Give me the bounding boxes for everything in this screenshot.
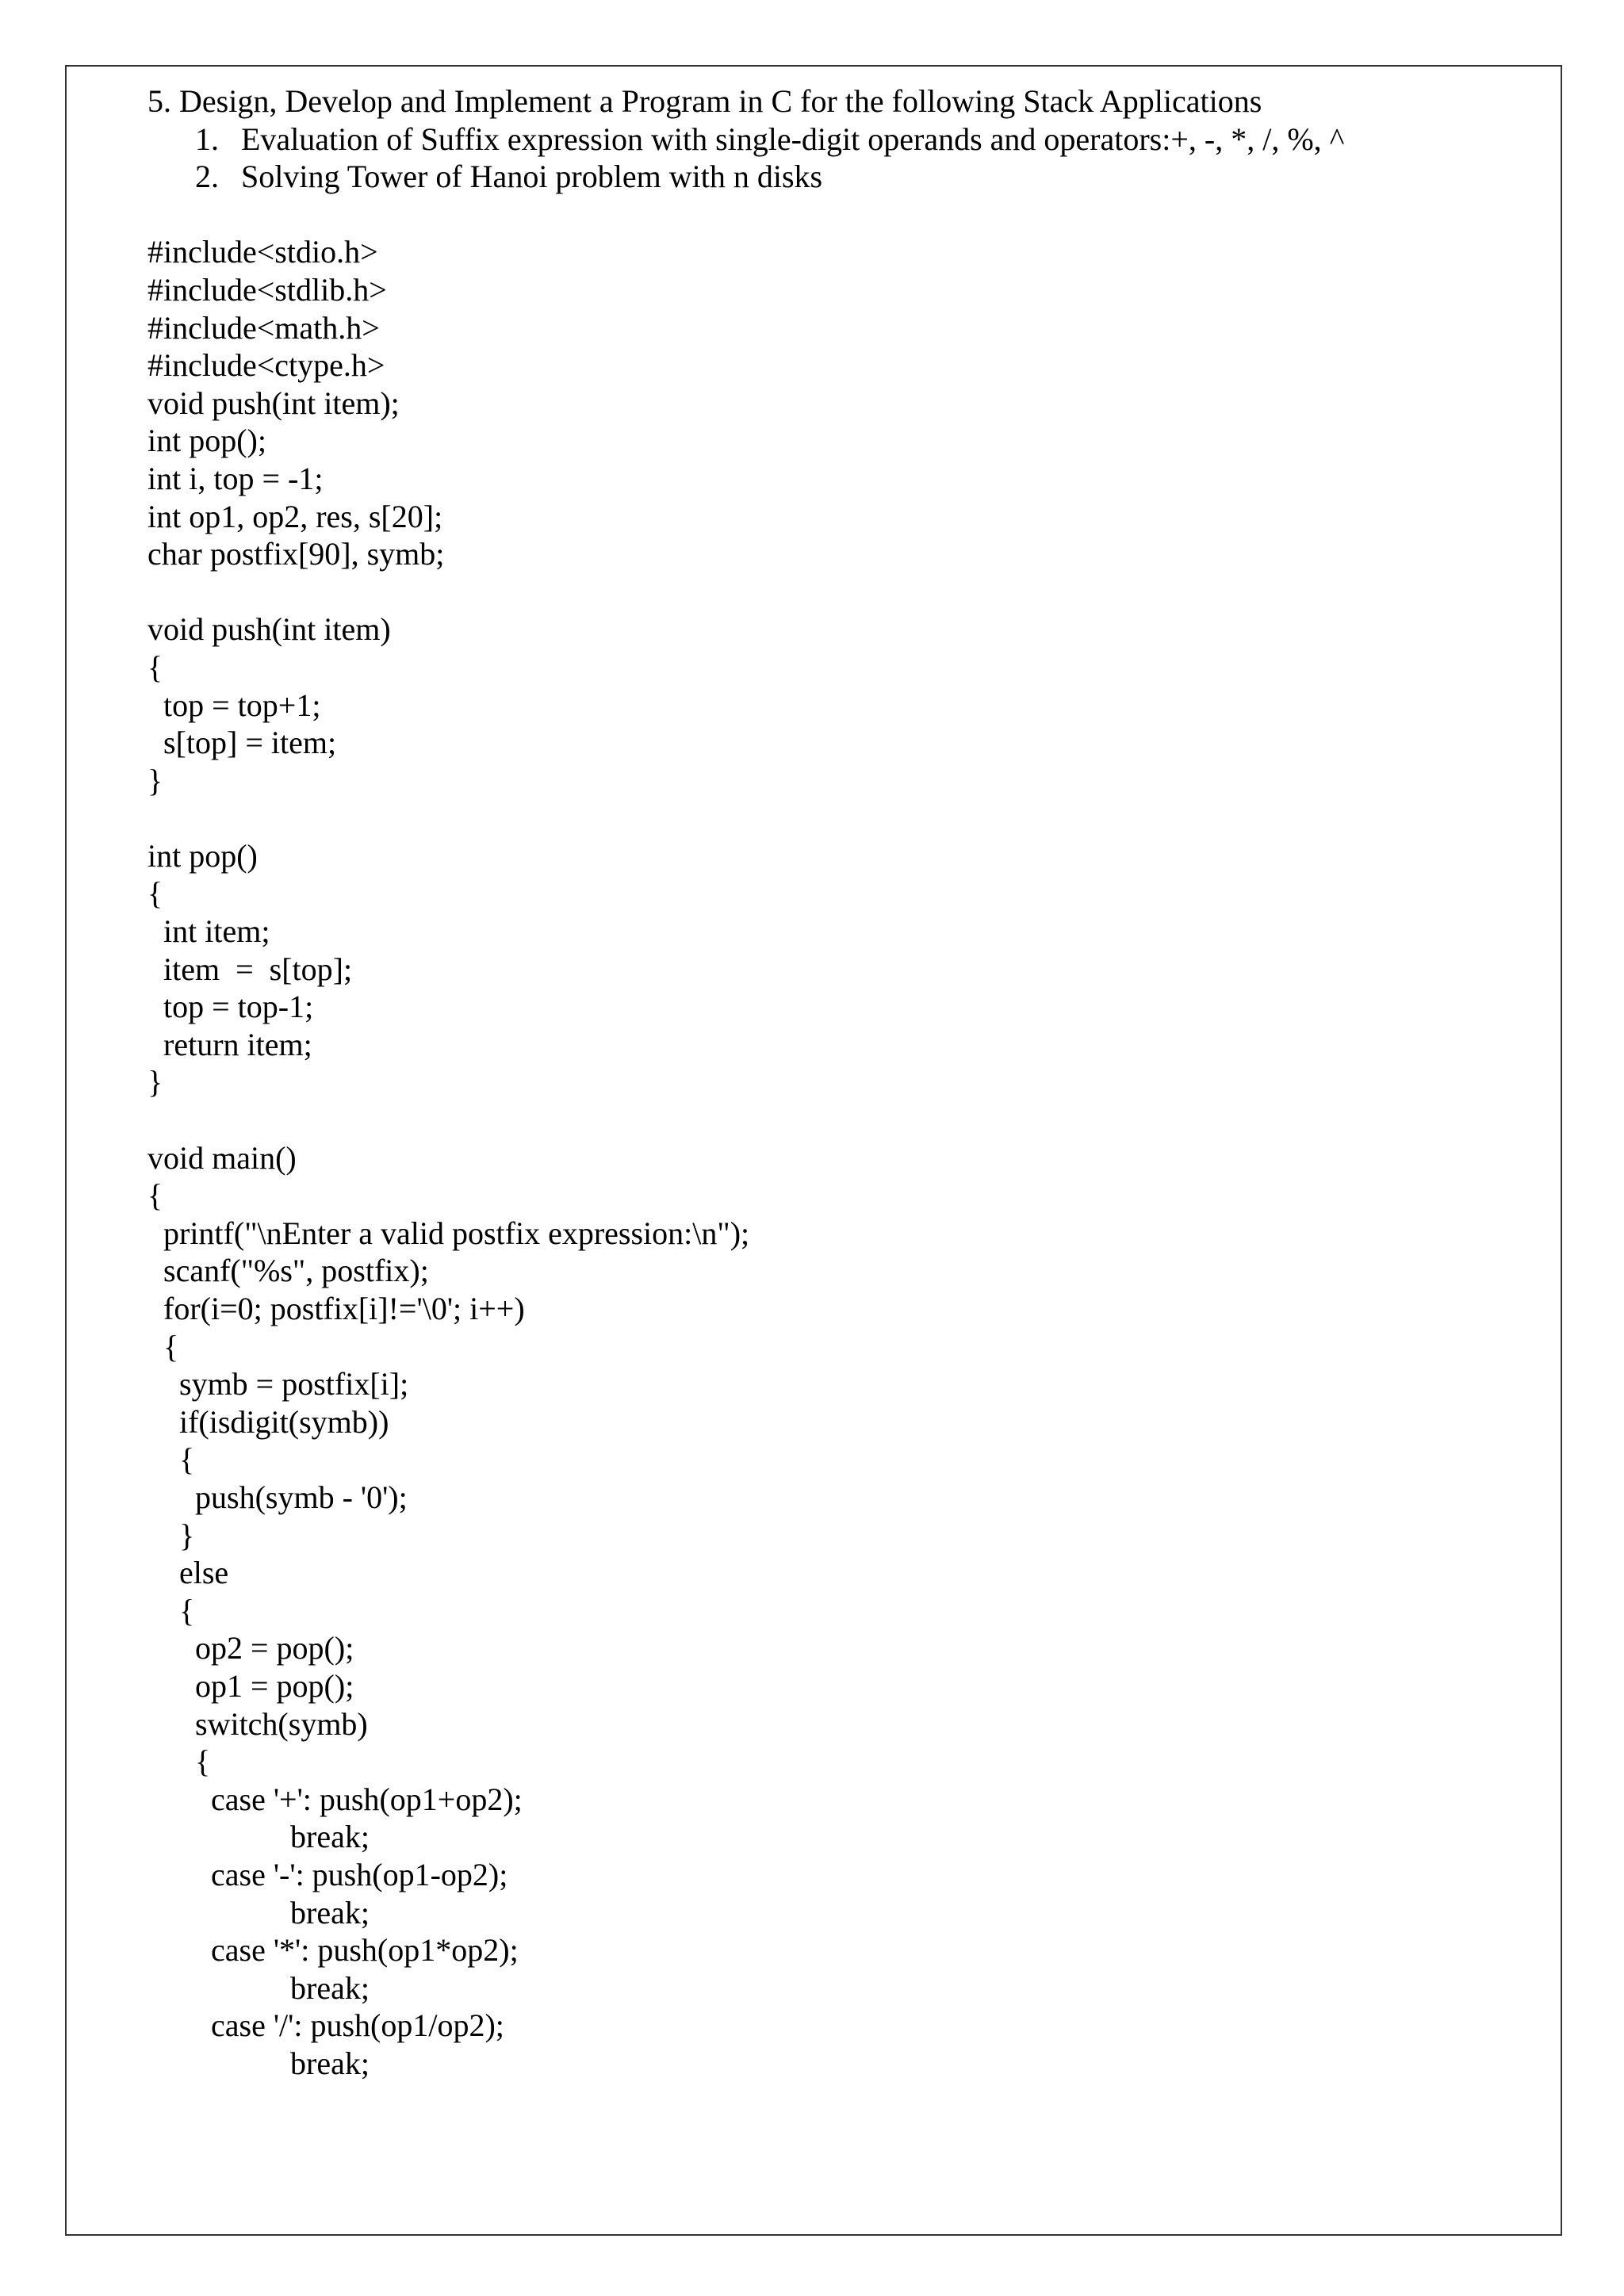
code-line: } (147, 1517, 195, 1553)
code-line: case '+': push(op1+op2); (147, 1781, 523, 1817)
code-line: case '-': push(op1-op2); (147, 1856, 508, 1892)
code-line: op2 = pop(); (147, 1630, 354, 1667)
code-line: case '/': push(op1/op2); (147, 2007, 504, 2044)
task-item (147, 121, 1496, 159)
code-line: } (147, 1064, 163, 1100)
question-heading: 5. Design, Develop and Implement a Program in C for the following Stack Applications (147, 83, 1262, 119)
code-line (147, 1101, 1496, 1139)
code-listing (147, 196, 1496, 2083)
task-text: Solving Tower of Hanoi problem with n disks (241, 159, 823, 195)
code-line: top = top+1; (147, 687, 321, 723)
code-line: #include<math.h> (147, 309, 380, 346)
code-line: void main() (147, 1139, 297, 1176)
code-line: s[top] = item; (147, 725, 337, 761)
code-line (147, 573, 1496, 611)
task-list (147, 121, 1496, 196)
code-line (147, 196, 1496, 234)
code-line: top = top-1; (147, 989, 314, 1025)
document-content (147, 82, 1496, 2082)
task-text: Evaluation of Suffix expression with single-digit operands and operators:+, -, *, /, %, ^ (241, 121, 1345, 157)
code-line: { (147, 649, 163, 685)
code-line: void push(int item) (147, 611, 391, 648)
code-line: for(i=0; postfix[i]!='\0'; i++) (147, 1291, 525, 1326)
code-line: break; (147, 1969, 370, 2006)
code-line: { (147, 1177, 163, 1214)
code-line: else (147, 1555, 229, 1591)
code-line: { (147, 875, 163, 912)
code-line: scanf("%s", postfix); (147, 1253, 429, 1289)
code-line: int item; (147, 913, 270, 950)
code-line: int pop(); (147, 423, 266, 459)
code-line: if(isdigit(symb)) (147, 1403, 389, 1440)
code-line: op1 = pop(); (147, 1667, 354, 1704)
code-line: int pop() (147, 837, 258, 874)
code-line: break; (147, 1894, 370, 1931)
code-line: return item; (147, 1026, 312, 1062)
code-line: int i, top = -1; (147, 460, 324, 496)
code-line: break; (147, 2045, 370, 2081)
code-line: int op1, op2, res, s[20]; (147, 498, 443, 534)
code-line: char postfix[90], symb; (147, 536, 445, 572)
task-number: 1. (195, 121, 219, 157)
code-line: case '*': push(op1*op2); (147, 1932, 519, 1969)
code-line: break; (147, 1819, 370, 1855)
task-item (147, 158, 1496, 196)
code-line: #include<stdlib.h> (147, 271, 387, 308)
code-line: } (147, 762, 163, 798)
code-line (147, 799, 1496, 837)
code-line: void push(int item); (147, 385, 400, 421)
code-line: #include<stdio.h> (147, 234, 378, 270)
task-number: 2. (195, 159, 219, 195)
code-line: item = s[top]; (147, 951, 353, 987)
code-line: { (147, 1592, 195, 1628)
code-line: { (147, 1743, 211, 1780)
code-line: push(symb - '0'); (147, 1479, 408, 1515)
code-line: { (147, 1441, 195, 1478)
code-line: symb = postfix[i]; (147, 1366, 409, 1402)
code-line: #include<ctype.h> (147, 347, 385, 384)
code-line: switch(symb) (147, 1705, 368, 1742)
code-line: printf("\nEnter a valid postfix expression:\n"); (147, 1215, 750, 1251)
code-line: { (147, 1328, 179, 1364)
